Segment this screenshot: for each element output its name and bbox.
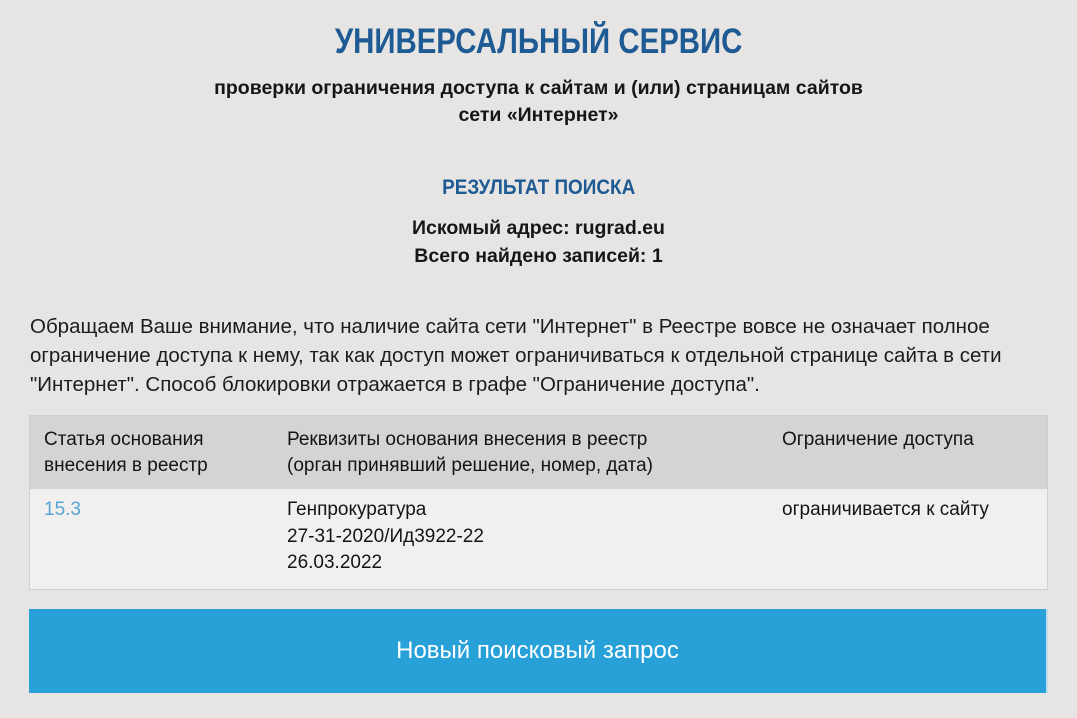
details-date: 26.03.2022: [287, 552, 383, 573]
article-cell: [30, 489, 273, 589]
page-subtitle: [0, 75, 1077, 129]
new-search-button[interactable]: Новый поисковый запрос: [29, 609, 1048, 693]
column-header-restriction: Ограничение доступа: [782, 429, 974, 450]
column-header-details: Реквизиты основания внесения в реестр (орган принявший решение, номер, дата): [287, 429, 654, 476]
column-header-article: Статья основания внесения в реестр: [44, 429, 208, 476]
records-count: Всего найдено записей: 1: [414, 245, 663, 267]
results-table: [29, 415, 1048, 590]
page-title-text: УНИВЕРСАЛЬНЫЙ СЕРВИС: [334, 22, 743, 61]
article-link[interactable]: 15.3: [44, 499, 81, 520]
subtitle-line-1: проверки ограничения доступа к сайтам и (или) страницам сайтов: [214, 77, 863, 99]
table-row: [30, 489, 1047, 589]
restriction-cell: ограничивается к сайту: [782, 499, 989, 520]
table-header-row: [30, 416, 1047, 489]
notice-text: Обращаем Ваше внимание, что наличие сайта сети "Интернет" в Реестре вовсе не означает полное ограничение доступа к нему, так как доступ может ограничиваться к отдельной странице сайта в сети "Интернет". Способ блокировки отражается в графе "Ограничение доступа".: [30, 315, 1002, 396]
search-result-heading-text: РЕЗУЛЬТАТ ПОИСКА: [441, 175, 636, 199]
details-cell: [273, 489, 768, 589]
details-number: 27-31-2020/Ид3922-22: [287, 525, 484, 547]
page-title: [0, 0, 1077, 62]
search-result-meta: [0, 214, 1077, 270]
details-authority: Генпрокуратура: [287, 499, 427, 520]
searched-address: Искомый адрес: rugrad.eu: [412, 217, 665, 239]
search-result-heading: [0, 174, 1077, 200]
subtitle-line-2: сети «Интернет»: [458, 104, 619, 126]
